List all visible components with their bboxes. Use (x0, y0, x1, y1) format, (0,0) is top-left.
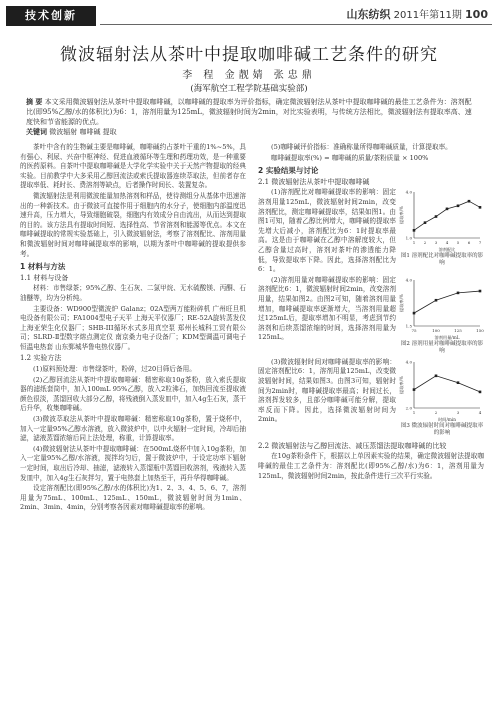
data-point (479, 390, 482, 393)
data-point (413, 229, 416, 232)
figure-1-chart (400, 188, 484, 252)
figure-caption: 图3 微波辐射时间对咖啡碱提取率的影响 (400, 422, 484, 436)
x-tick-label: 1 (412, 240, 416, 246)
x-tick-label: 100 (432, 327, 440, 333)
article-affiliation: (海军航空工程学院基础实验部) (190, 84, 308, 94)
series-line (414, 291, 480, 313)
x-tick-label: 2 (434, 409, 438, 415)
header-rule (100, 24, 492, 25)
subsection-heading: 1.1 材料与设备 (20, 273, 69, 282)
subsection-heading: 2.1 微波辐射法从茶叶中提取咖啡碱 (258, 177, 370, 186)
abstract-text: 本文采用微波辐射法从茶叶中提取咖啡碱，以咖啡碱的提取率为评价指标，确定微波辐射法从茶叶中提取咖啡碱的最佳工艺条件为：溶剂配比(即95%乙醇/水的体积比)为6：1，溶剂用量为125mL，微波辐射时间为2min，对比实验表明，与传统方法相比，微波辐射法有提取率高、速度快和节省能源的优点。 (26, 98, 472, 126)
formula: 咖啡碱提取率(%) = 咖啡碱的质量/茶粉质量 × 100% (271, 153, 429, 162)
data-point (424, 222, 427, 225)
method-step: (4)微波辐射法从茶叶中提取咖啡碱：在500mL烧杯中加入10g茶粉，加入一定量95%乙醇/水溶液，搅拌均匀后，置于微波炉中，于设定功率下辐射一定时间，取出后冷却、抽滤，滤液转入蒸馏瓶中蒸馏回收溶剂，残液转入蒸发皿中，加入4g生石灰拌匀，置于电热套上加热至干，再升华得咖啡碱。 (20, 444, 246, 482)
figure-row (258, 358, 484, 440)
figure-1 (400, 188, 484, 270)
journal-name: 山东纺织 (346, 8, 391, 21)
method-step: (2)乙醇回流法从茶叶中提取咖啡碱：精密称取10g茶粉，放入索氏提取器的滤纸套筒中，加入100mL 95%乙醇，放入2粒沸石，加热回流至提取液颜色很淡，蒸馏回收大部分乙醇，将残液倒入蒸发皿中，加入4g生石灰，蒸干后升华，收集咖啡碱。 (20, 375, 247, 413)
y-tick-label: 4.0 (405, 359, 412, 365)
data-point (435, 216, 438, 219)
y-tick-label: 4.0 (405, 277, 412, 283)
result-paragraph: (1)溶剂配比对咖啡碱提取率的影响：固定溶剂用量125mL，微波辐射时间2min，改变溶剂配比，测定咖啡碱提取率，结果如图1。由图1可知，随着乙醇比例增大，咖啡碱的提取率先增大后减小，溶剂配比为6：1时提取率最高。这是由于咖啡碱在乙醇中溶解度较大，但乙醇含量过高时，溶剂对茶叶的渗透能力降低，导致提取率下降。因此，选择溶剂配比为6：1。 (258, 188, 396, 274)
article-authors: 李 程 金靓婧 张忠鼎 (182, 70, 316, 81)
intro-paragraph: 茶叶中含有的生物碱主要是咖啡碱，咖啡碱约占茶叶干重的1%~5%，具有强心、利尿、兴奋中枢神经、促进血液循环等生理和药理功效，是一种重要的医药原料。自茶叶中提取咖啡碱是大学化学实验中关于天然产物提取的经典实验。目前教学中大多采用乙醇回流法或索氏提取器连续萃取法，但前者存在提取率低、耗时长、费溶剂等缺点，后者操作时间长、装置复杂。 (20, 143, 246, 190)
data-point (457, 381, 460, 384)
abstract-label: 摘 要 (26, 98, 43, 106)
data-point (479, 206, 482, 209)
y-axis-label: 提取率/% (399, 206, 404, 225)
y-axis-label: 提取率/% (399, 293, 404, 312)
x-axis-label: 溶剂配比 (438, 247, 456, 253)
x-tick-label: 3 (456, 409, 460, 415)
result-paragraph: 在10g茶粉条件下，根据以上单因素实验的结果，确定微波辐射法提取咖啡碱的最佳工艺条件为：溶剂配比(即95%乙醇/水)为6：1，溶剂用量为125mL，微波辐射时间2min，按此条件进行三次平行实验。 (258, 452, 484, 480)
data-point (446, 208, 449, 211)
data-point (457, 205, 460, 208)
figure-row (258, 276, 484, 358)
y-tick-label: 1.0 (405, 235, 412, 241)
x-tick-label: 5 (456, 240, 460, 246)
result-paragraph: (2)溶剂用量对咖啡碱提取率的影响：固定溶剂配比6：1，微波辐射时间2min，改变溶剂用量，结果如图2。由图2可知，随着溶剂用量增加，咖啡碱提取率逐渐增大，当溶剂用量超过125mL后，提取率增加不明显，考虑到节约溶剂和后续蒸馏浓缩的时间，选择溶剂用量为125mL。 (258, 275, 396, 342)
figure-2-chart (400, 276, 484, 340)
calc-paragraph: (5)咖啡碱评价指标：准确称量所得咖啡碱质量，计算提取率。 (271, 143, 452, 151)
y-axis-label: 提取率/% (399, 375, 404, 394)
data-point (457, 291, 460, 294)
y-tick-label: 4.0 (405, 189, 412, 195)
data-point (435, 299, 438, 302)
x-tick-label: 1 (412, 409, 416, 415)
method-step: (1)原料预处理：市售绿茶叶，粉碎，过20目筛后备用。 (33, 365, 196, 374)
method-step: (3)微波萃取法从茶叶中提取咖啡碱：精密称取10g茶粉，置于烧杯中，加入一定量95%乙醇水溶液，放入微波炉中，以中火辐射一定时间，冷却后抽滤，滤液蒸馏浓缩后同上法处理，称重，计算提取率。 (20, 415, 246, 443)
figure-3-chart (400, 358, 484, 422)
intro-paragraph: 微波辐射法是利用微波能量加热溶剂和样品，使待测组分从基体中迅速溶出的一种新技术。由于微波可直接作用于细胞内的水分子，使细胞内部温度迅速升高，压力增大，导致细胞破裂，细胞内有效成分自由流出，从而达到提取的目的。该方法具有提取时间短、选择性高、节省溶剂和能源等优点。本文在咖啡碱提取的常规实验基础上，引入微波辐射法，考察了溶剂配比、溶剂用量和微波辐射时间对咖啡碱提取率的影响，以期为茶叶中咖啡碱的提取提供参考。 (20, 191, 246, 258)
keywords-text: 微波辐射 咖啡碱 提取 (49, 128, 117, 136)
column-tag: 技术创新 (6, 6, 96, 26)
series-line (414, 202, 480, 231)
x-tick-label: 3 (434, 240, 438, 246)
y-tick-label: 1.5 (405, 323, 412, 329)
x-tick-label: 4 (478, 409, 482, 415)
section-heading: 1 材料与方法 (20, 262, 66, 272)
article-title: 微波辐射法从茶叶中提取咖啡碱工艺条件的研究 (60, 45, 438, 65)
left-column (20, 143, 246, 514)
data-point (413, 312, 416, 315)
section-heading: 2 实验结果与讨论 (258, 166, 319, 176)
x-axis-label: 溶剂用量/mL (434, 334, 460, 340)
page-number: 100 (465, 8, 488, 21)
subsection-heading: 2.2 微波辐射法与乙醇回流法、减压蒸馏法提取咖啡碱的比较 (258, 441, 447, 450)
figure-3 (400, 358, 484, 440)
data-point (468, 200, 471, 203)
journal-header (346, 6, 488, 22)
x-tick-label: 6 (467, 240, 471, 246)
issue-label: 2011年第11期 (393, 10, 462, 21)
equipment-paragraph: 主要设备：WD900型微波炉 Galanz；02A型两万能粉碎机 广州旺旦机电设备有限公司；FA1004型电子天平 上海天平仪器厂；RE-52A旋转蒸发仪 上海亚荣生化仪器厂；SHB-III循环水式多用真空泵 郑州长城科工贸有限公司；SLRD-Ⅱ型数字熔点测定仪 南京桑力电子设备厂；KDM型调温可调电子恒温电热套 山东鄄城华鲁电热仪器厂。 (20, 304, 246, 351)
abstract (26, 97, 472, 127)
x-axis-label: 时间/min (438, 416, 456, 422)
x-tick-label: 2 (423, 240, 427, 246)
figure-row (258, 188, 484, 275)
data-point (413, 388, 416, 391)
x-tick-label: 125 (454, 327, 462, 333)
x-tick-label: 75 (411, 327, 417, 333)
x-tick-label: 150 (476, 327, 484, 333)
method-step: 设定溶剂配比(即95%乙醇/水的体积比)为1、2、3、4、5、6、7，溶剂用量为75mL、100mL、125mL、150mL，微波辐射时间为1min、2min、3min、4min，分别考察各因素对咖啡碱提取率的影响。 (20, 484, 246, 512)
data-point (479, 289, 482, 292)
data-point (435, 374, 438, 377)
subsection-heading: 1.2 实验方法 (20, 354, 62, 363)
materials-paragraph: 材料：市售绿茶；95%乙醇、生石灰、二氯甲烷、无水硫酸镁、丙酮、石油醚等，均为分析纯。 (20, 284, 246, 302)
figure-caption: 图2 溶剂用量对咖啡碱提取率的影响 (400, 340, 484, 354)
figure-caption: 图1 溶剂配比对咖啡碱提取率的影响 (400, 253, 484, 267)
series-line (414, 376, 480, 392)
y-tick-label: 2.0 (405, 405, 412, 411)
x-tick-label: 7 (478, 240, 482, 246)
keywords (26, 127, 472, 137)
figure-2 (400, 276, 484, 358)
right-column (258, 143, 484, 482)
x-tick-label: 4 (445, 240, 449, 246)
result-paragraph: (3)微波辐射时间对咖啡碱提取率的影响：固定溶剂配比6：1，溶剂用量125mL，改变微波辐射时间，结果如图3。由图3可知，辐射时间为2min时，咖啡碱提取率最高；时间过长，溶剂挥发较多，且部分咖啡碱可能分解，提取率反而下降。因此，选择微波辐射时间为2min。 (258, 357, 396, 424)
keywords-label: 关键词 (26, 127, 47, 136)
